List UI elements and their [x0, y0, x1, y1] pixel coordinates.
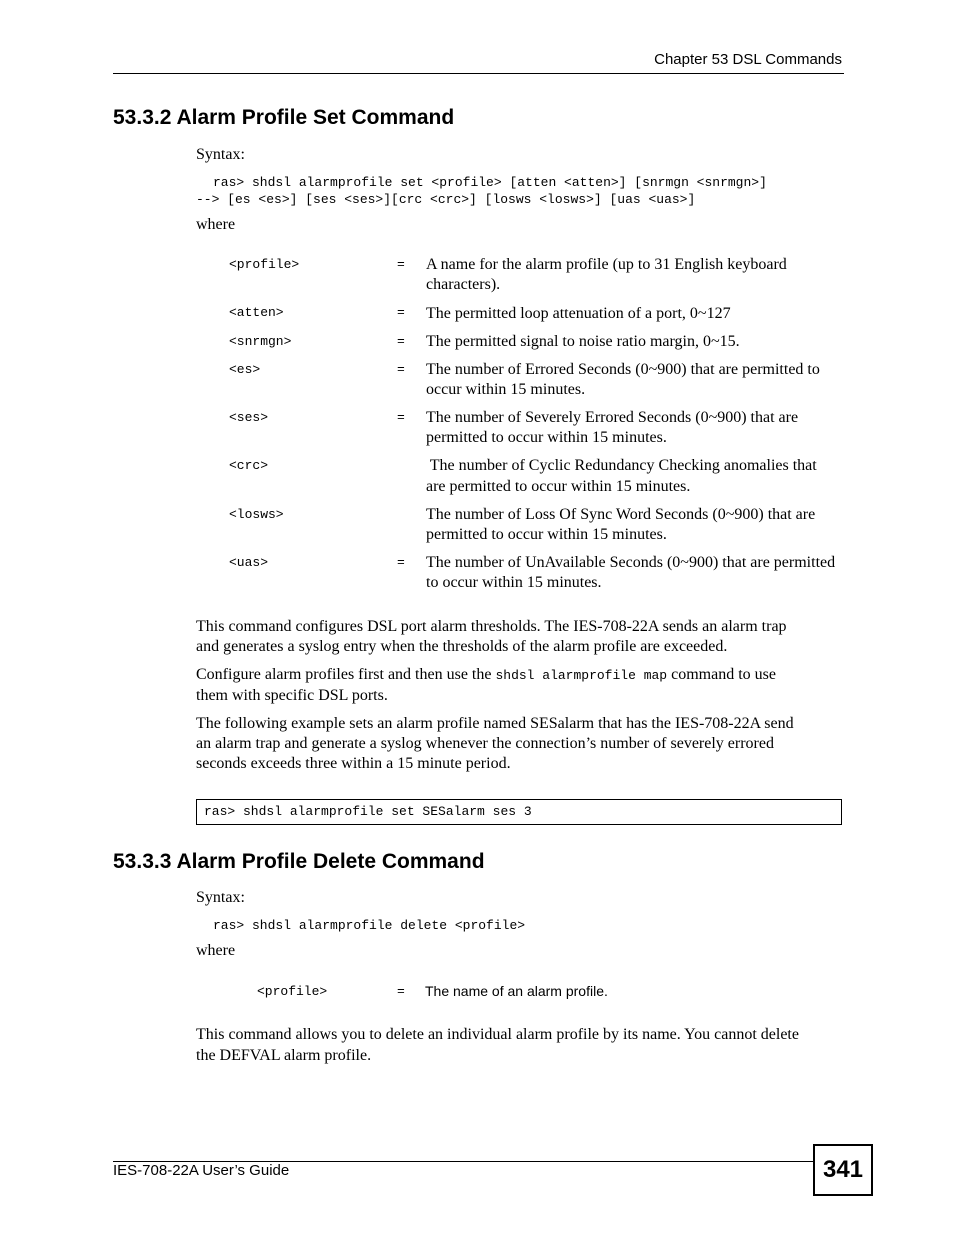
footer-guide-title: IES-708-22A User’s Guide [113, 1162, 290, 1179]
param-description: The number of Loss Of Sync Word Seconds (0~900) that are [426, 506, 816, 523]
param-description: The permitted loop attenuation of a port, 0~127 [426, 305, 731, 322]
param-name: <profile> [257, 984, 328, 999]
paragraph-text: them with specific DSL ports. [196, 687, 388, 704]
paragraph-text-segment: Configure alarm profiles first and then use the [196, 666, 496, 683]
section-title-delete: 53.3.3 Alarm Profile Delete Command [113, 850, 485, 873]
param-name: <ses> [229, 410, 269, 425]
page-number: 341 [822, 1156, 864, 1183]
param-name: <es> [229, 362, 261, 377]
where-label: where [196, 216, 236, 233]
param-name: <snrmgn> [229, 334, 292, 349]
param-description: The number of Cyclic Redundancy Checking anomalies that [426, 457, 817, 474]
param-description: The name of an alarm profile. [425, 983, 608, 999]
paragraph-text: an alarm trap and generate a syslog whenever the connection’s number of severely errored [196, 735, 774, 752]
param-description: The number of Severely Errored Seconds (0~900) that are [426, 409, 799, 426]
param-equals: = [397, 555, 405, 570]
example-command: ras> shdsl alarmprofile set SESalarm ses 3 [204, 804, 532, 819]
param-description: permitted to occur within 15 minutes. [426, 429, 667, 446]
example-code-box [196, 799, 842, 825]
syntax-code-line-2: --> [es <es>] [ses <ses>][crc <crc>] [losws <losws>] [uas <uas>] [196, 192, 696, 207]
param-description: The number of Errored Seconds (0~900) that are permitted to [426, 361, 820, 378]
header-divider [113, 73, 844, 74]
paragraph-text: The following example sets an alarm profile named SESalarm that has the IES-708-22A send [196, 715, 794, 732]
param-description: characters). [426, 276, 501, 293]
paragraph-text: and generates a syslog entry when the thresholds of the alarm profile are exceeded. [196, 638, 728, 655]
param-equals: = [397, 334, 405, 349]
param-description: The permitted signal to noise ratio margin, 0~15. [426, 333, 740, 350]
chapter-header: Chapter 53 DSL Commands [654, 51, 842, 68]
param-description: are permitted to occur within 15 minutes. [426, 478, 691, 495]
param-name: <losws> [229, 507, 284, 522]
paragraph-text: seconds exceeds three within a 15 minute period. [196, 755, 511, 772]
syntax-code-line-1: ras> shdsl alarmprofile set <profile> [atten <atten>] [snrmgn <snrmgn>] [213, 175, 767, 190]
section-title-set: 53.3.2 Alarm Profile Set Command [113, 106, 455, 129]
page-number-box [813, 1144, 873, 1196]
paragraph-text: the DEFVAL alarm profile. [196, 1047, 372, 1064]
param-equals: = [397, 984, 405, 999]
paragraph-text: This command allows you to delete an individual alarm profile by its name. You cannot delete [196, 1026, 799, 1043]
param-description: The number of UnAvailable Seconds (0~900) that are permitted [426, 554, 836, 571]
param-equals: = [397, 410, 405, 425]
param-equals: = [397, 305, 405, 320]
param-name: <uas> [229, 555, 269, 570]
paragraph-text: This command configures DSL port alarm thresholds. The IES-708-22A sends an alarm trap [196, 618, 787, 635]
param-name: <profile> [229, 257, 300, 272]
param-description: occur within 15 minutes. [426, 381, 586, 398]
syntax-code-line: ras> shdsl alarmprofile delete <profile> [213, 918, 526, 933]
syntax-label: Syntax: [196, 889, 245, 906]
param-name: <atten> [229, 305, 284, 320]
where-label: where [196, 942, 236, 959]
param-description: to occur within 15 minutes. [426, 574, 602, 591]
param-equals: = [397, 362, 405, 377]
param-description: permitted to occur within 15 minutes. [426, 526, 667, 543]
paragraph-text [196, 665, 776, 686]
param-name: <crc> [229, 458, 269, 473]
syntax-label: Syntax: [196, 146, 245, 163]
param-equals: = [397, 257, 405, 272]
paragraph-text-segment: command to use [667, 666, 776, 683]
inline-command: shdsl alarmprofile map [495, 668, 668, 683]
param-description: A name for the alarm profile (up to 31 English keyboard [426, 256, 787, 273]
